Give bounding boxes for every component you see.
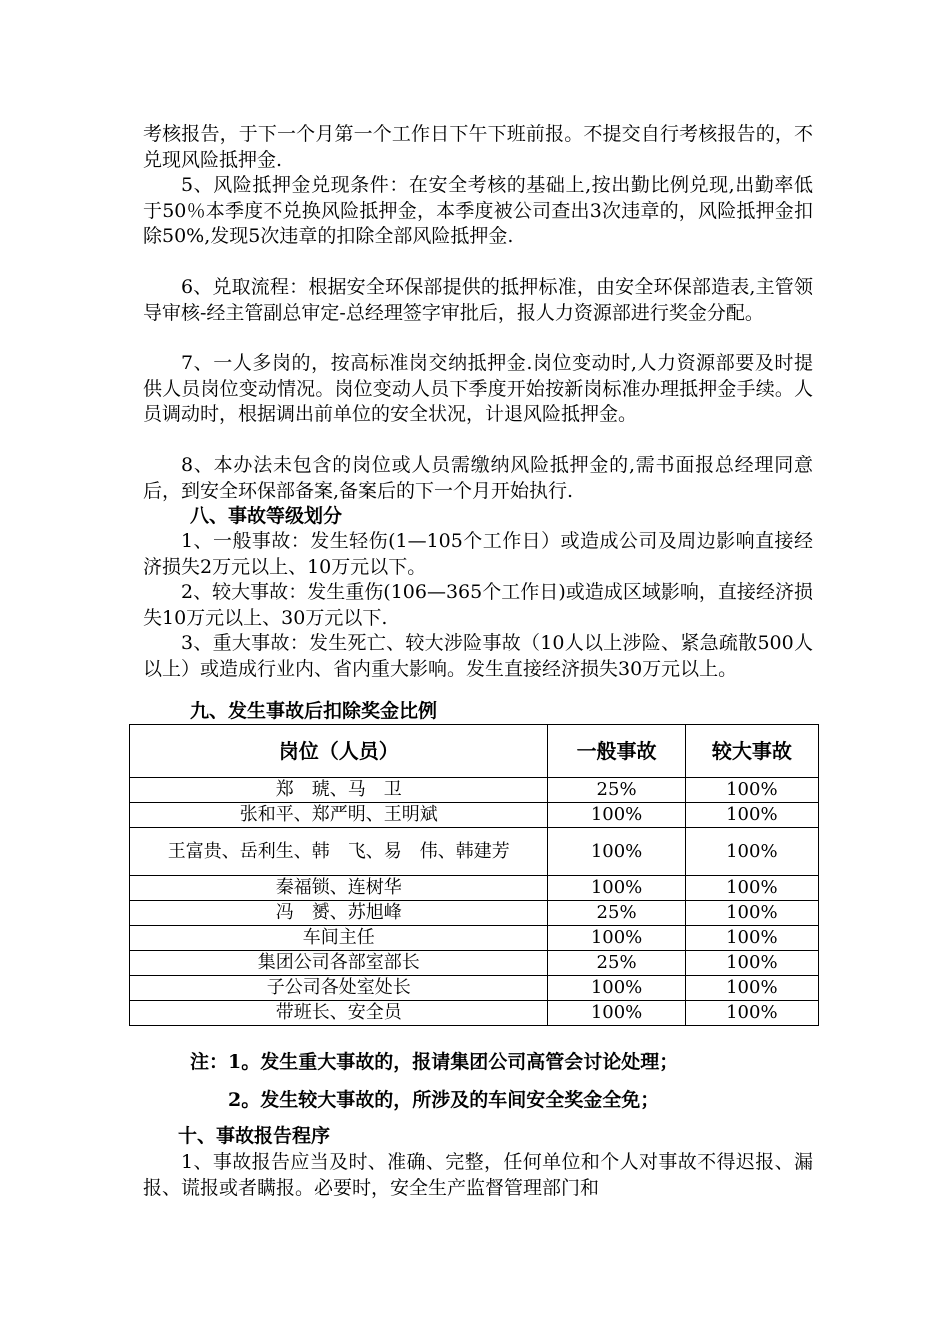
table-note-2: 2。发生较大事故的，所涉及的车间安全奖金全免； [228, 1089, 660, 1111]
cell-major: 100% [685, 901, 818, 926]
cell-major: 100% [685, 926, 818, 951]
paragraph-p1: 考核报告，于下一个月第一个工作日下午下班前报。不提交自行考核报告的，不兑现风险抵押金. [143, 123, 813, 171]
cell-major: 100% [685, 976, 818, 1001]
table-row [130, 951, 819, 976]
cell-major: 100% [685, 803, 818, 828]
paragraph-item-8: 8、本办法未包含的岗位或人员需缴纳风险抵押金的,需书面报总经理同意后，到安全环保部备案,备案后的下一个月开始执行. [143, 454, 813, 502]
cell-general: 100% [548, 876, 685, 901]
header-major-accident: 较大事故 [685, 725, 818, 778]
header-general-accident: 一般事故 [548, 725, 685, 778]
table-header-row [130, 725, 819, 778]
cell-position: 集团公司各部室部长 [130, 951, 548, 976]
cell-general: 100% [548, 828, 685, 876]
cell-position: 带班长、安全员 [130, 1001, 548, 1026]
cell-general: 100% [548, 976, 685, 1001]
cell-general: 25% [548, 951, 685, 976]
table-row [130, 803, 819, 828]
cell-major: 100% [685, 1001, 818, 1026]
paragraph-major-accident: 2、较大事故：发生重伤(106—365个工作日)或造成区域影响，直接经济损失10万元以上、30万元以下. [143, 581, 813, 629]
table-row [130, 1001, 819, 1026]
cell-major: 100% [685, 828, 818, 876]
cell-major: 100% [685, 778, 818, 803]
paragraph-serious-accident: 3、重大事故：发生死亡、较大涉险事故（10人以上涉险、紧急疏散500人以上）或造成行业内、省内重大影响。发生直接经济损失30万元以上。 [143, 632, 813, 680]
header-position: 岗位（人员） [130, 725, 548, 778]
cell-major: 100% [685, 951, 818, 976]
table-row [130, 828, 819, 876]
table-note-1: 注：1。发生重大事故的，报请集团公司高管会讨论处理； [190, 1051, 679, 1073]
cell-general: 25% [548, 778, 685, 803]
paragraph-general-accident: 1、一般事故：发生轻伤(1—105个工作日）或造成公司及周边影响直接经济损失2万元以上、10万元以下。 [143, 530, 813, 578]
cell-position: 子公司各处室处长 [130, 976, 548, 1001]
paragraph-item-5: 5、风险抵押金兑现条件：在安全考核的基础上,按出勤比例兑现,出勤率低于50％本季度不兑换风险抵押金，本季度被公司查出3次违章的，风险抵押金扣除50%,发现5次违章的扣除全部风险抵押金. [143, 174, 813, 248]
cell-position: 王富贵、岳利生、韩 飞、易 伟、韩建芳 [130, 828, 548, 876]
section-heading-9: 九、发生事故后扣除奖金比例 [190, 700, 438, 722]
cell-major: 100% [685, 876, 818, 901]
cell-position: 冯 赟、苏旭峰 [130, 901, 548, 926]
table-row [130, 901, 819, 926]
paragraph-item-6: 6、兑取流程：根据安全环保部提供的抵押标准，由安全环保部造表,主管领导审核-经主管副总审定-总经理签字审批后，报人力资源部进行奖金分配。 [143, 276, 813, 324]
cell-position: 秦福锁、连树华 [130, 876, 548, 901]
paragraph-report-procedure: 1、事故报告应当及时、准确、完整，任何单位和个人对事故不得迟报、漏报、谎报或者瞒报。必要时，安全生产监督管理部门和 [143, 1151, 813, 1199]
cell-general: 100% [548, 1001, 685, 1026]
cell-general: 100% [548, 803, 685, 828]
cell-position: 张和平、郑严明、王明斌 [130, 803, 548, 828]
cell-general: 25% [548, 901, 685, 926]
table-row [130, 876, 819, 901]
deduction-table [129, 724, 819, 1026]
cell-position: 车间主任 [130, 926, 548, 951]
table-row [130, 778, 819, 803]
cell-general: 100% [548, 926, 685, 951]
paragraph-item-7: 7、一人多岗的，按高标准岗交纳抵押金.岗位变动时,人力资源部要及时提供人员岗位变动情况。岗位变动人员下季度开始按新岗标准办理抵押金手续。人员调动时，根据调出前单位的安全状况，计退风险抵押金。 [143, 352, 813, 426]
cell-position: 郑 琥、马 卫 [130, 778, 548, 803]
table-row [130, 926, 819, 951]
section-heading-10: 十、事故报告程序 [178, 1125, 331, 1147]
section-heading-8: 八、事故等级划分 [190, 505, 343, 527]
table-row [130, 976, 819, 1001]
